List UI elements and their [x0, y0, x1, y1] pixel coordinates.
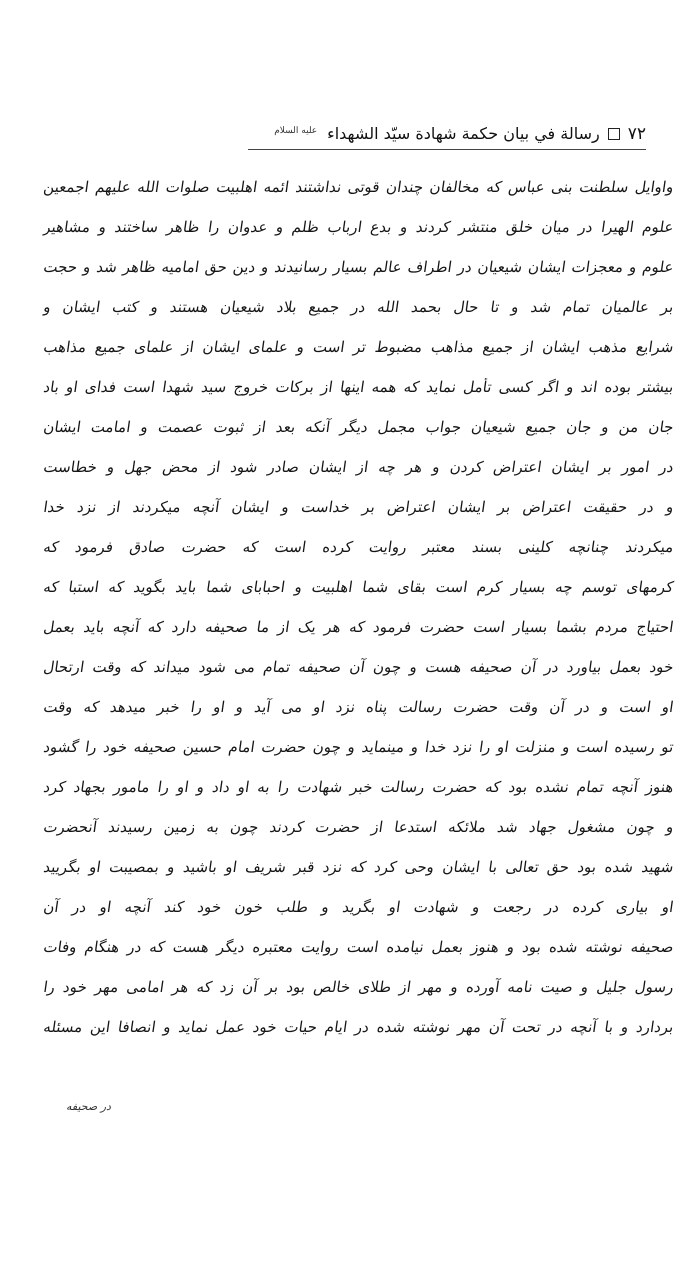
running-title: رسالة في بيان حكمة شهادة سيّد الشهداء	[327, 124, 600, 143]
manuscript-line: خود بعمل بیاورد در آن صحیفه هست و چون آن صحیفه تمام می شود میداند که وقت ارتحال	[42, 658, 675, 676]
manuscript-line: شهید شده بود حق تعالی با ایشان وحی کرد که نزد قبر شریف او باشید و بمصیبت او بگریید	[42, 858, 675, 876]
manuscript-line: و در حقیقت اعتراض بر ایشان اعتراض بر خداست و ایشان آنچه میکردند از نزد خدا	[42, 498, 675, 516]
manuscript-line: علوم الهیرا در میان خلق منتشر کردند و بدع ارباب ظلم و عدوان را ظاهر ساختند و مشاهیر	[42, 218, 675, 236]
manuscript-line: میکردند چنانچه کلینی بسند معتبر روایت کرده است که حضرت صادق فرمود که	[42, 538, 675, 556]
manuscript-line: احتیاج مردم بشما بسیار است حضرت فرمود که هر یک از ما صحیفه دارد که آنچه باید بعمل	[42, 618, 675, 636]
square-icon	[608, 128, 620, 140]
manuscript-line: او بیاری کرده در رجعت و شهادت او بگرید و طلب خون خود کند آنچه او در آن	[42, 898, 675, 916]
manuscript-line: هنوز آنچه تمام نشده بود که حضرت رسالت خبر شهادت را به او داد و او را مامور بجهاد کرد	[42, 778, 675, 796]
manuscript-line: و چون مشغول جهاد شد ملائکه استدعا از حضرت کردند چون به زمین رسیدند آنحضرت	[42, 818, 675, 836]
page-header	[248, 118, 646, 150]
manuscript-line: جان من و جان جمیع شیعیان جواب مجمل دیگر آنکه بعد از ثبوت عصمت و امامت ایشان	[42, 418, 675, 436]
manuscript-line: واوایل سلطنت بنی عباس که مخالفان چندان قوتی نداشتند ائمه اهلبیت صلوات الله علیهم اجمعین	[42, 178, 675, 196]
catchword: در صحیفه	[66, 1100, 111, 1113]
manuscript-line: در امور بر ایشان اعتراض کردن و هر چه از ایشان صادر شود از محض جهل و خطاست	[42, 458, 675, 476]
manuscript-line: بر عالمیان تمام شد و تا حال بحمد الله در جمیع بلاد شیعیان هستند و کتب ایشان و	[42, 298, 675, 316]
manuscript-line: علوم و معجزات ایشان شیعیان در اطراف عالم بسیار رسانیدند و دین حق امامیه ظاهر شد و حجت	[42, 258, 675, 276]
page-number: ٧٢	[627, 123, 646, 144]
honorific-glyph: عليه السلام	[274, 125, 318, 136]
manuscript-line: بیشتر بوده اند و اگر کسی تأمل نماید که همه اینها از برکات خروج سید شهدا است فدای او باد	[42, 378, 675, 396]
manuscript-line: تو رسیده است و منزلت او را نزد خدا و مینماید و چون حضرت امام حسین صحیفه خود را گشود	[42, 738, 675, 756]
manuscript-line: کرمهای توسم چه بسیار کرم است بقای شما اهلبیت و احبابای شما باید بگوید که استبا که	[42, 578, 675, 596]
manuscript-line: رسول جلیل و صیت نامه آورده و مهر از طلای خالص بود بر آن زد که هر امامی مهر خود را	[42, 978, 675, 996]
manuscript-line: بردارد و با آنچه در تحت آن مهر نوشته شده در ایام حیات خود عمل نماید و انصافا این مسئله	[42, 1018, 675, 1036]
manuscript-line: شرایع مذهب ایشان از جمیع مذاهب مضبوط تر است و علمای ایشان از علمای جمیع مذاهب	[42, 338, 675, 356]
manuscript-line: صحیفه نوشته شده بود و هنوز بعمل نیامده است روایت معتبره دیگر هست که در هنگام وفات	[42, 938, 675, 956]
manuscript-line: او است و در آن وقت حضرت رسالت پناه نزد او می آید و او را خبر میدهد که وقت	[42, 698, 675, 716]
